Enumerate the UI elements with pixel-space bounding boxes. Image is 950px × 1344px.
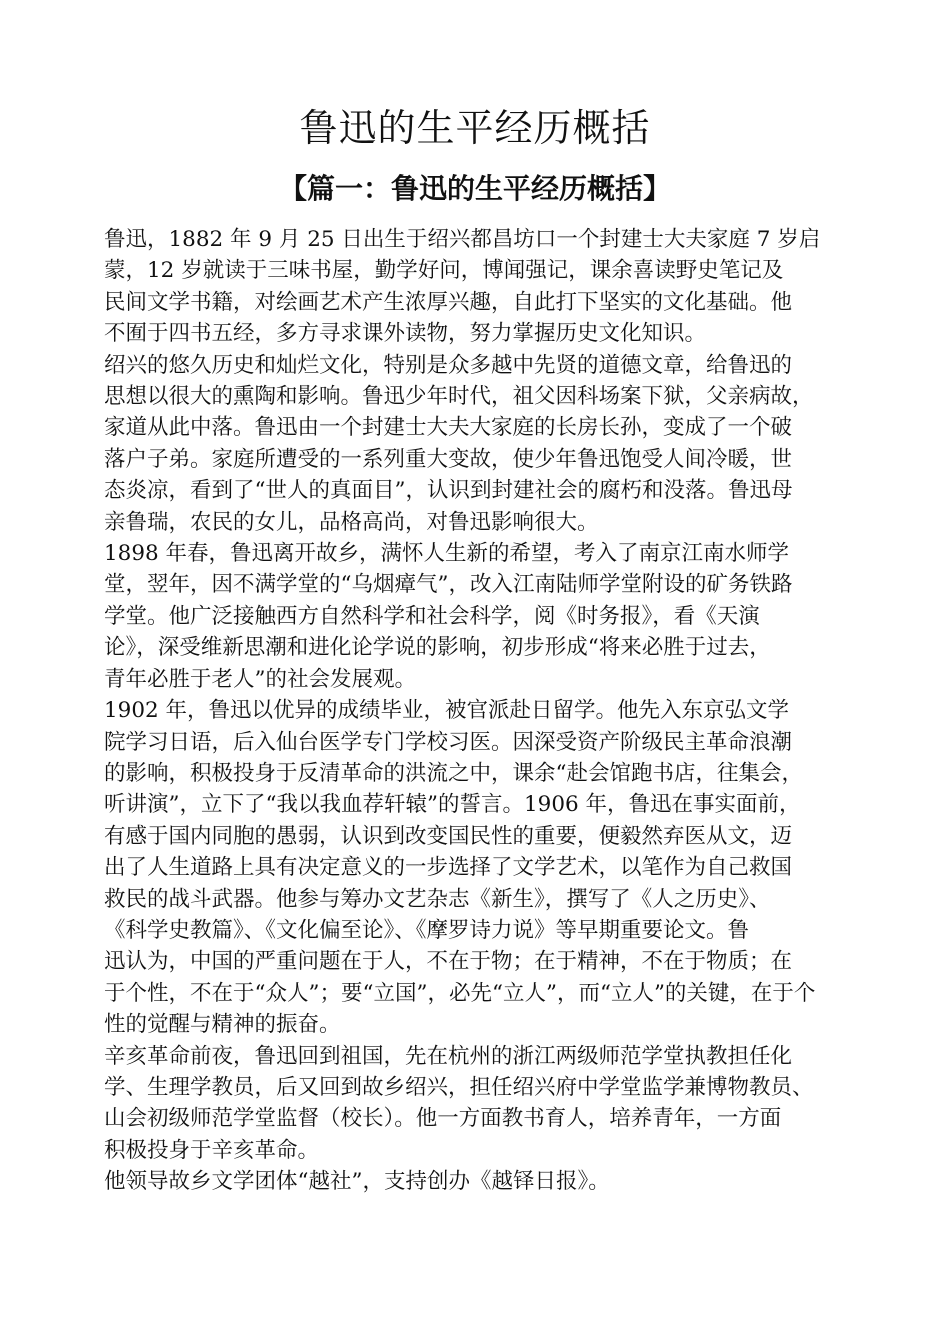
body-line: 辛亥革命前夜，鲁迅回到祖国，先在杭州的浙江两级师范学堂执教担任化 [104, 1043, 793, 1069]
body-line: 态炎凉，看到了“世人的真面目”，认识到封建社会的腐朽和没落。鲁迅母 [104, 478, 793, 504]
body-line: 鲁迅，1882 年 9 月 25 日出生于绍兴都昌坊口一个封建士大夫家庭 7 岁启 [104, 227, 821, 252]
body-line: 1898 年春，鲁迅离开故乡，满怀人生新的希望，考入了南京江南水师学 [104, 541, 790, 567]
body-line: 亲鲁瑞，农民的女儿，品格高尚，对鲁迅影响很大。 [104, 509, 599, 535]
body-line: 救民的战斗武器。他参与筹办文艺杂志《新生》，撰写了《人之历史》、 [104, 886, 771, 912]
body-line: 不囿于四书五经，多方寻求课外读物，努力掌握历史文化知识。 [104, 321, 707, 347]
body-line: 青年必胜于老人”的社会发展观。 [104, 666, 416, 692]
body-line: 绍兴的悠久历史和灿烂文化，特别是众多越中先贤的道德文章，给鲁迅的 [104, 352, 793, 378]
body-line: 性的觉醒与精神的振奋。 [104, 1012, 341, 1038]
body-line: 于个性，不在于“众人”；要“立国”，必先“立人”，而“立人”的关键，在于个 [104, 980, 816, 1006]
body-line: 1902 年，鲁迅以优异的成绩毕业，被官派赴日留学。他先入东京弘文学 [104, 698, 790, 724]
body-line: 有感于国内同胞的愚弱，认识到改变国民性的重要，便毅然弃医从文，迈 [104, 823, 793, 849]
body-line: 他领导故乡文学团体“越社”，支持创办《越铎日报》。 [104, 1169, 610, 1195]
body-line: 积极投身于辛亥革命。 [104, 1137, 320, 1163]
body-line: 思想以很大的熏陶和影响。鲁迅少年时代，祖父因科场案下狱，父亲病故， [104, 384, 814, 410]
body-line: 学堂。他广泛接触西方自然科学和社会科学，阅《时务报》，看《天演 [104, 603, 760, 629]
body-line: 落户子弟。家庭所遭受的一系列重大变故，使少年鲁迅饱受人间冷暖，世 [104, 446, 793, 472]
body-line: 民间文学书籍，对绘画艺术产生浓厚兴趣，自此打下坚实的文化基础。他 [104, 289, 793, 315]
section-heading: 【篇一：鲁迅的生平经历概括】 [278, 172, 671, 205]
document-body [104, 224, 874, 1198]
body-line: 学、生理学教员，后又回到故乡绍兴，担任绍兴府中学堂监学兼博物教员、 [104, 1074, 814, 1100]
body-line: 院学习日语，后入仙台医学专门学校习医。因深受资产阶级民主革命浪潮 [104, 729, 793, 755]
body-line: 蒙，12 岁就读于三味书屋，勤学好问，博闻强记，课余喜读野史笔记及 [104, 258, 784, 284]
body-line: 家道从此中落。鲁迅由一个封建士大夫大家庭的长房长孙，变成了一个破 [104, 415, 793, 441]
body-line: 迅认为，中国的严重问题在于人，不在于物；在于精神，不在于物质；在 [104, 949, 793, 975]
body-line: 论》，深受维新思潮和进化论学说的影响，初步形成“将来必胜于过去， [104, 635, 771, 661]
body-line: 听讲演”，立下了“我以我血荐轩辕”的誓言。1906 年，鲁迅在事实面前， [104, 792, 801, 818]
body-line: 《科学史教篇》、《文化偏至论》、《摩罗诗力说》等早期重要论文。鲁 [104, 917, 750, 943]
body-line: 堂，翌年，因不满学堂的“乌烟瘴气”，改入江南陆师学堂附设的矿务铁路 [104, 572, 793, 598]
body-line: 的影响，积极投身于反清革命的洪流之中，课余“赴会馆跑书店，往集会， [104, 760, 803, 786]
body-line: 山会初级师范学堂监督（校长）。他一方面教书育人，培养青年，一方面 [104, 1106, 782, 1132]
body-line: 出了人生道路上具有决定意义的一步选择了文学艺术，以笔作为自己救国 [104, 855, 793, 881]
page-title: 鲁迅的生平经历概括 [299, 106, 651, 150]
